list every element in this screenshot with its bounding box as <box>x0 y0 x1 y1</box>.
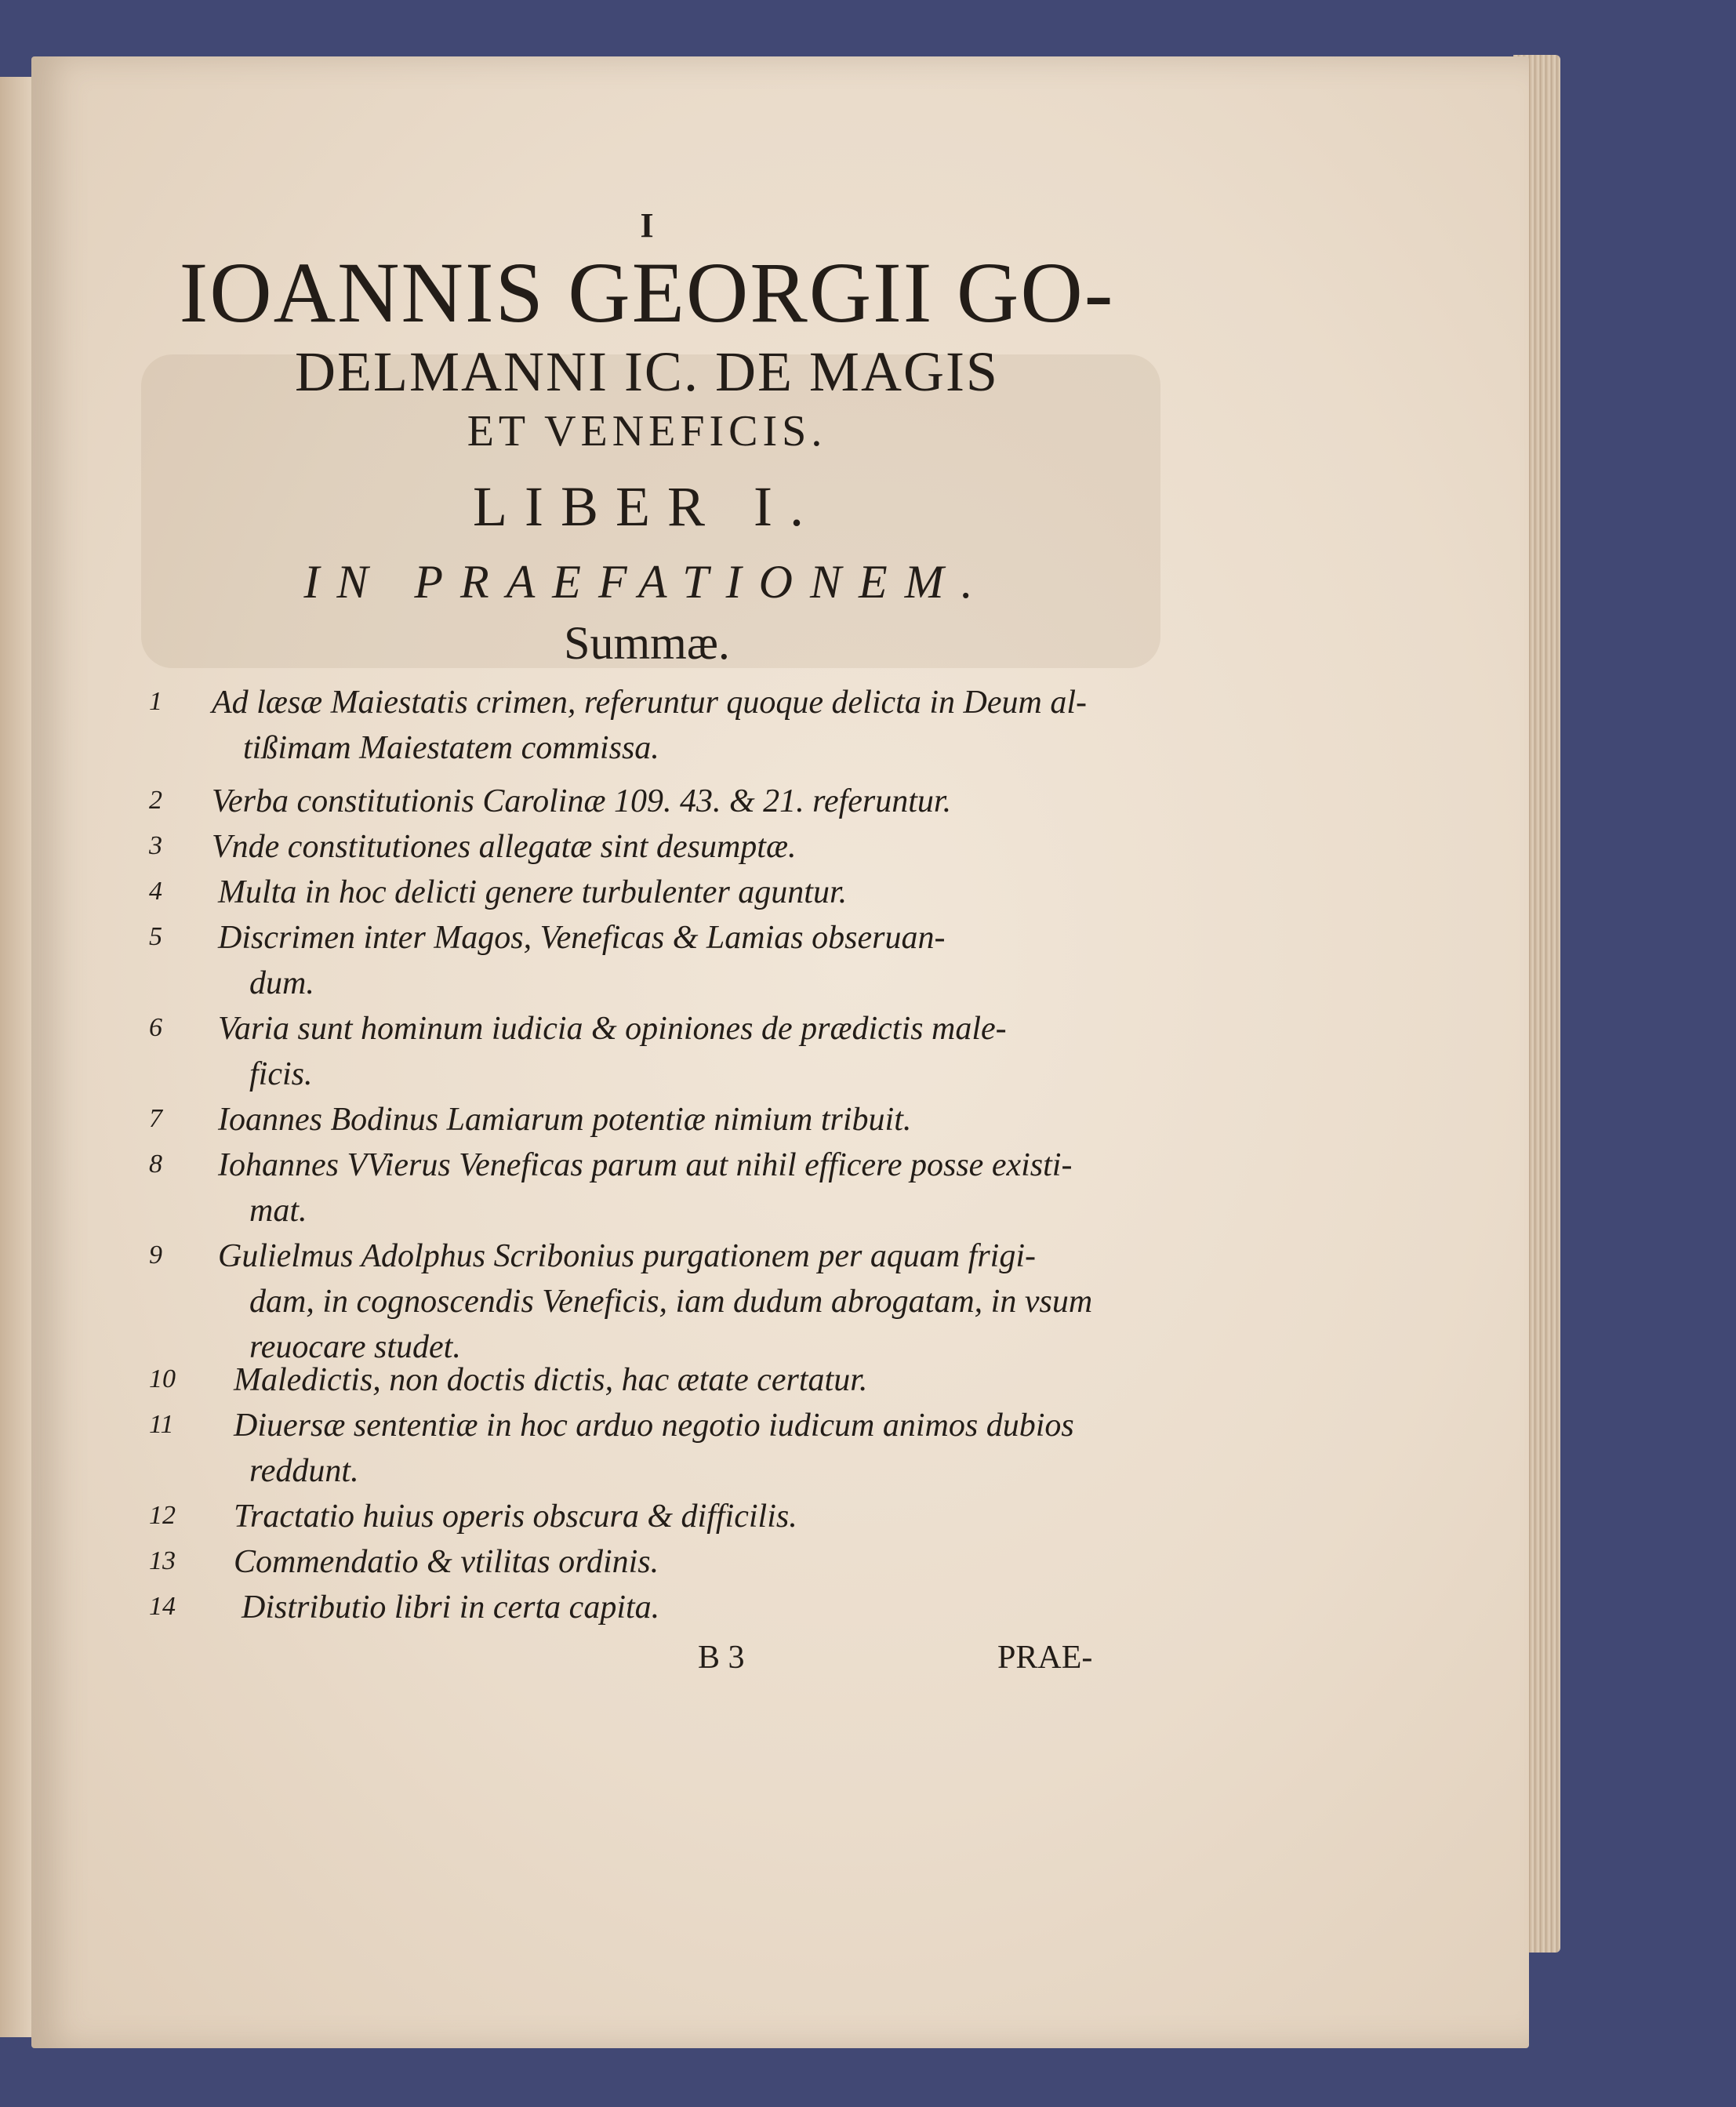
title-line-1: IOANNIS GEORGII GO- <box>179 245 1115 340</box>
entry-line: Diuersæ sententiæ in hoc arduo negotio iudicum animos dubios <box>234 1408 1074 1444</box>
catchword: PRAE- <box>997 1640 1093 1676</box>
entry-line: reuocare studet. <box>249 1329 461 1365</box>
entry-line: Tractatio huius operis obscura & difficilis. <box>234 1499 797 1535</box>
section-heading: IN PRAEFATIONEM. <box>303 556 990 608</box>
entry-line: Distributio libri in certa capita. <box>242 1589 660 1626</box>
entry-number: 14 <box>149 1592 176 1621</box>
entry-number: 7 <box>149 1104 162 1133</box>
entry-line: ficis. <box>249 1056 313 1092</box>
entry-line: dum. <box>249 965 314 1001</box>
entry-line: dam, in cognoscendis Veneficis, iam dudum abrogatam, in vsum <box>249 1284 1093 1320</box>
entry-number: 6 <box>149 1013 162 1042</box>
entry-number: 8 <box>149 1150 162 1179</box>
entry-line: Varia sunt hominum iudicia & opiniones de prædictis male- <box>218 1011 1007 1047</box>
summae-heading: Summæ. <box>564 617 730 669</box>
entry-line: mat. <box>249 1193 307 1229</box>
entry-number: 2 <box>149 786 162 815</box>
entry-line: reddunt. <box>249 1453 359 1489</box>
entry-number: 4 <box>149 877 162 906</box>
book-heading: LIBER I. <box>473 475 821 538</box>
entry-line: Commendatio & vtilitas ordinis. <box>234 1544 659 1580</box>
entry-line: Verba constitutionis Carolinæ 109. 43. & 21. referuntur. <box>212 783 952 819</box>
entry-number: 1 <box>149 687 162 716</box>
entry-number: 3 <box>149 831 162 860</box>
entry-line: Discrimen inter Magos, Veneficas & Lamias obseruan- <box>218 920 946 956</box>
entry-line: Iohannes VVierus Veneficas parum aut nihil efficere posse existi- <box>218 1147 1073 1183</box>
entry-line: Multa in hoc delicti genere turbulenter aguntur. <box>218 874 848 910</box>
title-line-2: DELMANNI IC. DE MAGIS <box>295 340 999 403</box>
entry-line: Ad læsæ Maiestatis crimen, referuntur quoque delicta in Deum al- <box>212 685 1087 721</box>
entry-number: 12 <box>149 1501 176 1530</box>
signature-mark: B 3 <box>698 1640 745 1676</box>
entry-line: Gulielmus Adolphus Scribonius purgationem per aquam frigi- <box>218 1238 1036 1274</box>
folio-number: I <box>640 206 654 245</box>
entry-number: 5 <box>149 922 162 951</box>
entry-number: 9 <box>149 1241 162 1270</box>
entry-number: 10 <box>149 1364 176 1393</box>
entry-line: Maledictis, non doctis dictis, hac ætate certatur. <box>234 1362 868 1398</box>
entry-line: Vnde constitutiones allegatæ sint desumptæ. <box>212 829 797 865</box>
entry-number: 13 <box>149 1546 176 1575</box>
entry-line: tißimam Maiestatem commissa. <box>243 730 659 766</box>
entry-number: 11 <box>149 1410 174 1439</box>
entry-line: Ioannes Bodinus Lamiarum potentiæ nimium tribuit. <box>218 1102 912 1138</box>
title-line-3: ET VENEFICIS. <box>467 407 827 456</box>
